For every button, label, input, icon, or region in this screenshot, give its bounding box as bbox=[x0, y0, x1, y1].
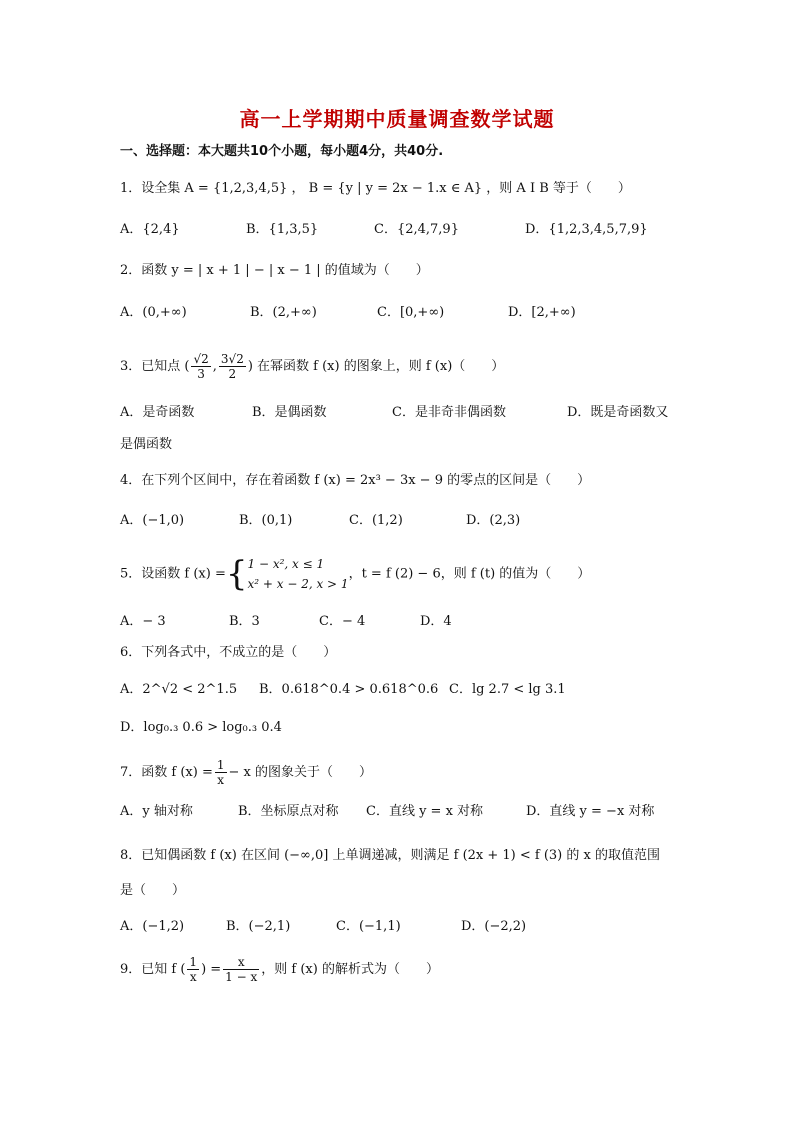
q3-frac2-den: 2 bbox=[228, 367, 237, 381]
q3-fraction-1 bbox=[191, 352, 210, 381]
q3-option-a: A．是奇函数 bbox=[120, 405, 195, 420]
q8-option-d: D．(−2,2) bbox=[461, 919, 527, 934]
q3-fraction-2 bbox=[219, 352, 246, 381]
left-brace-icon: { bbox=[225, 554, 248, 594]
q7-fraction bbox=[215, 758, 227, 787]
page-title: 高一上学期期中质量调查数学试题 bbox=[239, 107, 555, 131]
q8-continuation: 是（ ） bbox=[120, 883, 186, 898]
q4-option-a: A．(−1,0) bbox=[120, 513, 185, 528]
q3-option-d-continuation: 是偶函数 bbox=[120, 437, 173, 452]
q9-frac1-den: x bbox=[189, 970, 197, 984]
q5-case-2: x² + x − 2, x > 1 bbox=[247, 577, 349, 591]
question-3: 3．已知点 ( $\frac{√2}{3}$ , $\frac{3√2}{2}$ ) 在幂函数 f (x) 的图象上，则 f (x)（ ） bbox=[120, 352, 505, 381]
q3-prefix: 3．已知点 ( bbox=[120, 359, 190, 374]
q3-option-b: B．是偶函数 bbox=[252, 405, 327, 420]
q9-frac2-den: 1 − x bbox=[225, 970, 258, 984]
q6-option-a: A．2^√2 < 2^1.5 bbox=[120, 682, 238, 697]
question-9 bbox=[120, 952, 439, 988]
q9-suffix: ，则 f (x) 的解析式为（ ） bbox=[261, 962, 439, 977]
q5-option-c: C．− 4 bbox=[319, 614, 366, 629]
q5-cases bbox=[248, 554, 349, 594]
question-7 bbox=[120, 755, 372, 791]
q1-option-b: B．{1,3,5} bbox=[246, 222, 319, 237]
q1-option-c: C．{2,4,7,9} bbox=[374, 222, 459, 237]
q3-suffix: ) 在幂函数 f (x) 的图象上，则 f (x)（ ） bbox=[247, 359, 505, 374]
question-5 bbox=[120, 554, 590, 595]
q8-option-b: B．(−2,1) bbox=[226, 919, 291, 934]
q4-option-c: C．(1,2) bbox=[349, 513, 403, 528]
q9-frac2-num: x bbox=[223, 955, 259, 970]
q7-option-b: B．坐标原点对称 bbox=[238, 804, 339, 819]
q3-frac1-num: √2 bbox=[193, 352, 209, 366]
q7-option-a: A．y 轴对称 bbox=[120, 804, 193, 819]
q7-frac-num: 1 bbox=[216, 758, 225, 772]
q3-option-d: D．既是奇函数又 bbox=[567, 405, 669, 420]
question-2: 2．函数 y = | x + 1 | − | x − 1 | 的值域为（ ） bbox=[120, 263, 429, 278]
q6-option-d: D．log₀.₃ 0.6 > log₀.₃ 0.4 bbox=[120, 720, 282, 735]
q9-fraction-2 bbox=[223, 955, 259, 984]
question-4: 4．在下列个区间中，存在着函数 f (x) = 2x³ − 3x − 9 的零点的区间是（ ） bbox=[120, 473, 591, 488]
q5-option-a: A．− 3 bbox=[120, 614, 166, 629]
question-6: 6．下列各式中，不成立的是（ ） bbox=[120, 645, 337, 660]
q4-option-b: B．(0,1) bbox=[239, 513, 293, 528]
q3-option-c: C．是非奇非偶函数 bbox=[392, 405, 506, 420]
q4-option-d: D．(2,3) bbox=[466, 513, 521, 528]
q7-option-d: D．直线 y = −x 对称 bbox=[526, 804, 655, 819]
question-8: 8．已知偶函数 f (x) 在区间 (−∞,0] 上单调递减，则满足 f (2x + 1) < f (3) 的 x 的取值范围 bbox=[120, 848, 660, 863]
q1-option-d: D．{1,2,3,4,5,7,9} bbox=[525, 222, 648, 237]
q7-prefix: 7．函数 f (x) = bbox=[120, 765, 213, 780]
q9-mid: ) = bbox=[201, 962, 222, 977]
q7-option-c: C．直线 y = x 对称 bbox=[366, 804, 484, 819]
q5-option-d: D．4 bbox=[420, 614, 452, 629]
q5-case-1: 1 − x², x ≤ 1 bbox=[247, 557, 325, 571]
q3-frac2-num: 3√2 bbox=[220, 352, 244, 366]
q9-prefix: 9．已知 f ( bbox=[120, 962, 186, 977]
q6-option-b: B．0.618^0.4 > 0.618^0.6 bbox=[259, 682, 439, 697]
q8-option-c: C．(−1,1) bbox=[336, 919, 401, 934]
q9-frac1-num: 1 bbox=[189, 955, 198, 969]
q5-prefix: 5．设函数 f (x) = bbox=[120, 566, 226, 582]
q7-suffix: − x 的图象关于（ ） bbox=[228, 765, 372, 780]
section-heading: 一、选择题：本大题共10个小题，每小题4分，共40分. bbox=[120, 144, 444, 159]
q9-fraction-1 bbox=[187, 955, 199, 984]
q6-option-c: C．lg 2.7 < lg 3.1 bbox=[449, 682, 566, 697]
q2-option-a: A．(0,+∞) bbox=[120, 305, 187, 320]
q2-option-b: B．(2,+∞) bbox=[250, 305, 317, 320]
q7-frac-den: x bbox=[217, 773, 225, 787]
q3-frac1-den: 3 bbox=[197, 367, 205, 381]
q2-option-d: D．[2,+∞) bbox=[508, 305, 576, 320]
q1-option-a: A．{2,4} bbox=[120, 222, 180, 237]
q8-option-a: A．(−1,2) bbox=[120, 919, 185, 934]
q5-option-b: B．3 bbox=[229, 614, 260, 629]
q5-suffix: ，t = f (2) − 6，则 f (t) 的值为（ ） bbox=[348, 566, 591, 582]
question-1: 1．设全集 A = {1,2,3,4,5} ， B = {y | y = 2x − 1.x ∈ A} ，则 A I B 等于（ ） bbox=[120, 181, 631, 196]
q2-option-c: C．[0,+∞) bbox=[377, 305, 445, 320]
